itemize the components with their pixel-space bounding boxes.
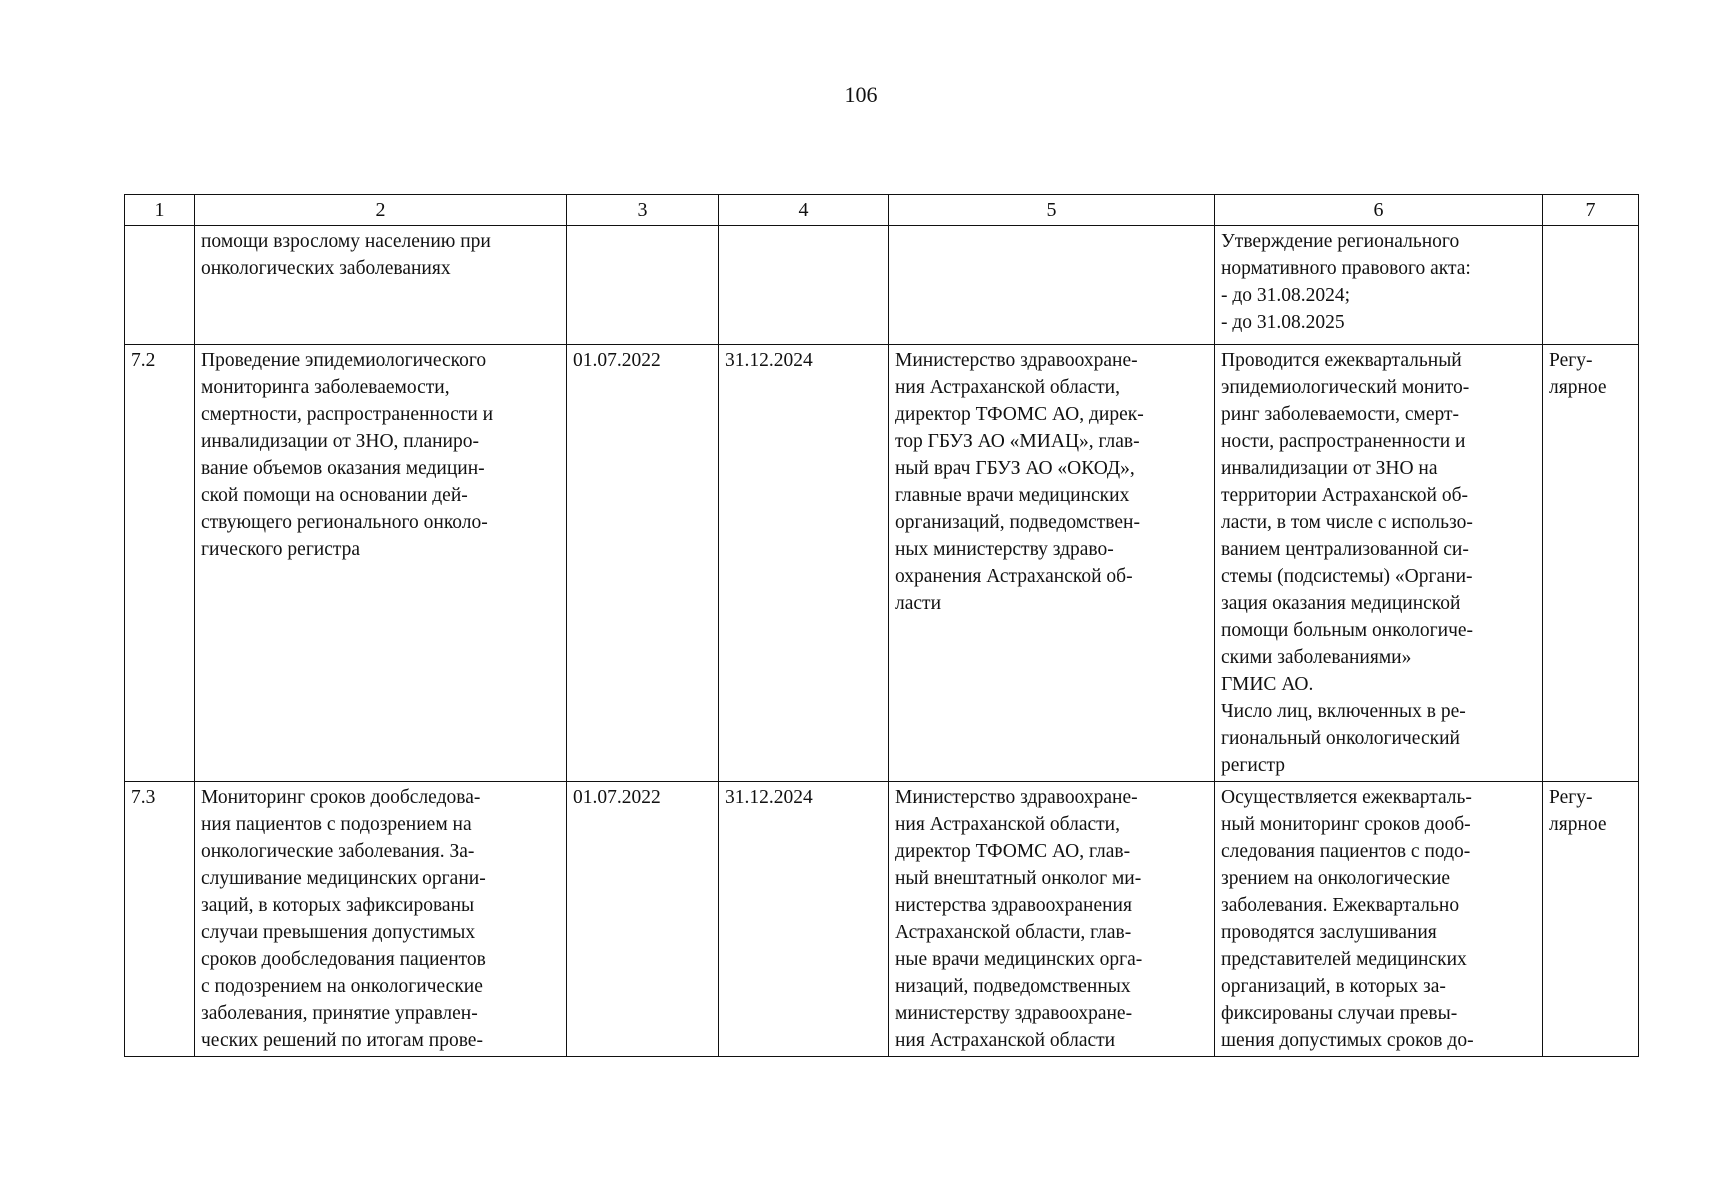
cell-text-line: смертности, распространенности и [201, 404, 494, 425]
cell-text-line: с подозрением на онкологические [201, 976, 483, 997]
cell-activity-name [195, 345, 567, 782]
cell-text-line: главные врачи медицинских [895, 485, 1130, 506]
cell-start-date [567, 226, 719, 345]
cell-text-line: ствующего регионального онколо- [201, 512, 488, 533]
cell-text-line: Утверждение регионального [1221, 231, 1460, 252]
cell-text-line: ринг заболеваемости, смерт- [1221, 404, 1460, 425]
cell-end-date: 31.12.2024 [719, 782, 889, 1057]
cell-text-line: Число лиц, включенных в ре- [1221, 701, 1466, 722]
cell-text-line: - до 31.08.2024; [1221, 285, 1351, 306]
cell-text-line: ванием централизованной си- [1221, 539, 1469, 560]
cell-text-line: вание объемов оказания медицин- [201, 458, 485, 479]
cell-text-line: ния Астраханской области [895, 1030, 1116, 1051]
cell-text-line: гического регистра [201, 539, 361, 560]
cell-text-line: ГМИС АО. [1221, 674, 1314, 695]
cell-text-line: организаций, подведомствен- [895, 512, 1140, 533]
cell-text-line: инвалидизации от ЗНО на [1221, 458, 1438, 479]
header-col-4: 4 [719, 195, 889, 226]
cell-text-line: нистерства здравоохранения [895, 895, 1132, 916]
page-number: 106 [844, 82, 878, 107]
cell-type [1543, 345, 1639, 782]
cell-text-line: заций, в которых зафиксированы [201, 895, 475, 916]
table-row [125, 782, 1639, 1057]
header-col-7: 7 [1543, 195, 1639, 226]
header-col-5: 5 [889, 195, 1215, 226]
cell-text-line: эпидемиологический монито- [1221, 377, 1470, 398]
cell-text-line: онкологические заболевания. За- [201, 841, 475, 862]
cell-text-line: Министерство здравоохране- [895, 350, 1138, 371]
cell-text-line: мониторинга заболеваемости, [201, 377, 450, 398]
cell-text-line: представителей медицинских [1221, 949, 1467, 970]
cell-text-line: ности, распространенности и [1221, 431, 1466, 452]
cell-text-line: следования пациентов с подо- [1221, 841, 1471, 862]
cell-text-line: ния Астраханской области, [895, 377, 1120, 398]
cell-text-line: Регу- [1549, 787, 1593, 808]
cell-text-line: случаи превышения допустимых [201, 922, 476, 943]
table-row [125, 226, 1639, 345]
cell-responsible [889, 226, 1215, 345]
cell-text-line: онкологических заболеваниях [201, 258, 451, 279]
cell-text-line: помощи взрослому населению при [201, 231, 491, 252]
cell-text-line: сроков дообследования пациентов [201, 949, 486, 970]
cell-text-line: лярное [1549, 814, 1607, 835]
header-col-6: 6 [1215, 195, 1543, 226]
cell-text-line: директор ТФОМС АО, глав- [895, 841, 1131, 862]
cell-activity-name [195, 782, 567, 1057]
cell-end-date: 31.12.2024 [719, 345, 889, 782]
header-row [125, 195, 1639, 226]
cell-result [1215, 345, 1543, 782]
cell-text-line: стемы (подсистемы) «Органи- [1221, 566, 1473, 587]
cell-text-line: ный внештатный онколог ми- [895, 868, 1142, 889]
cell-text-line: ласти, в том числе с использо- [1221, 512, 1473, 533]
cell-text-line: Проводится ежеквартальный [1221, 350, 1462, 371]
cell-text-line: помощи больным онкологиче- [1221, 620, 1474, 641]
cell-text-line: слушивание медицинских органи- [201, 868, 486, 889]
cell-type [1543, 226, 1639, 345]
cell-text-line: заболевания. Ежеквартально [1221, 895, 1460, 916]
cell-text-line: заболевания, принятие управлен- [201, 1003, 478, 1024]
cell-text-line: зация оказания медицинской [1221, 593, 1461, 614]
cell-responsible [889, 345, 1215, 782]
cell-text-line: ный врач ГБУЗ АО «ОКОД», [895, 458, 1135, 479]
cell-text-line: ской помощи на основании дей- [201, 485, 468, 506]
cell-text-line: директор ТФОМС АО, дирек- [895, 404, 1144, 425]
header-col-2: 2 [195, 195, 567, 226]
cell-text-line: - до 31.08.2025 [1221, 312, 1345, 333]
cell-text-line: гиональный онкологический [1221, 728, 1460, 749]
cell-text-line: Министерство здравоохране- [895, 787, 1138, 808]
activities-table [124, 194, 1639, 1057]
cell-text-line: Осуществляется ежекварталь- [1221, 787, 1472, 808]
cell-text-line: ния Астраханской области, [895, 814, 1120, 835]
cell-text-line: охранения Астраханской об- [895, 566, 1133, 587]
cell-activity-name [195, 226, 567, 345]
cell-type [1543, 782, 1639, 1057]
cell-text-line: тор ГБУЗ АО «МИАЦ», глав- [895, 431, 1140, 452]
cell-text-line: проводятся заслушивания [1221, 922, 1437, 943]
cell-text-line: ния пациентов с подозрением на [201, 814, 472, 835]
cell-text-line: Проведение эпидемиологического [201, 350, 487, 371]
cell-number: 7.2 [125, 345, 195, 782]
cell-text-line: территории Астраханской об- [1221, 485, 1468, 506]
cell-text-line: фиксированы случаи превы- [1221, 1003, 1458, 1024]
cell-text-line: шения допустимых сроков до- [1221, 1030, 1474, 1051]
cell-text-line: лярное [1549, 377, 1607, 398]
table-row [125, 345, 1639, 782]
header-col-1: 1 [125, 195, 195, 226]
cell-text-line: скими заболеваниями» [1221, 647, 1412, 668]
cell-text-line: ный мониторинг сроков дооб- [1221, 814, 1471, 835]
cell-end-date [719, 226, 889, 345]
cell-start-date: 01.07.2022 [567, 345, 719, 782]
header-col-3: 3 [567, 195, 719, 226]
cell-text-line: ласти [895, 593, 941, 614]
cell-text-line: зрением на онкологические [1221, 868, 1451, 889]
cell-text-line: министерству здравоохране- [895, 1003, 1133, 1024]
cell-text-line: ных министерству здраво- [895, 539, 1114, 560]
cell-text-line: регистр [1221, 755, 1286, 776]
cell-text-line: ные врачи медицинских орга- [895, 949, 1143, 970]
cell-text-line: инвалидизации от ЗНО, планиро- [201, 431, 479, 452]
cell-start-date: 01.07.2022 [567, 782, 719, 1057]
cell-text-line: Регу- [1549, 350, 1593, 371]
cell-number [125, 226, 195, 345]
cell-number: 7.3 [125, 782, 195, 1057]
cell-text-line: ческих решений по итогам прове- [201, 1030, 483, 1051]
cell-text-line: Мониторинг сроков дообследова- [201, 787, 481, 808]
cell-responsible [889, 782, 1215, 1057]
cell-text-line: низаций, подведомственных [895, 976, 1131, 997]
cell-text-line: нормативного правового акта: [1221, 258, 1471, 279]
cell-result [1215, 782, 1543, 1057]
cell-text-line: организаций, в которых за- [1221, 976, 1446, 997]
cell-result [1215, 226, 1543, 345]
cell-text-line: Астраханской области, глав- [895, 922, 1132, 943]
